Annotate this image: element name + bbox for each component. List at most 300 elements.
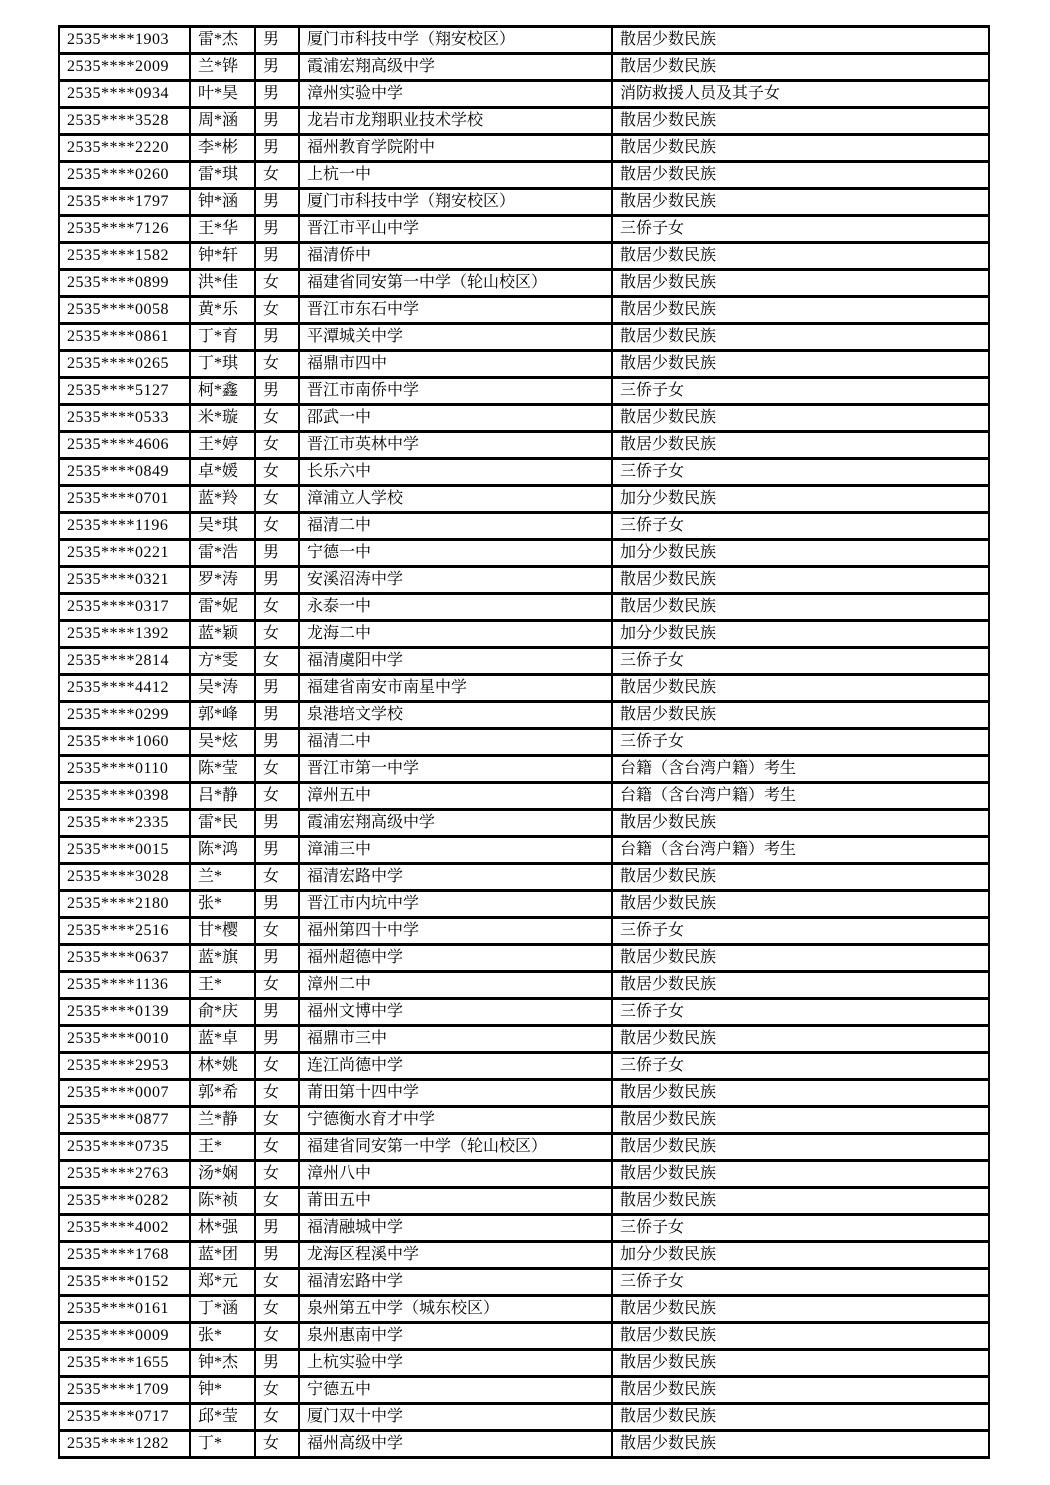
category-cell: 散居少数民族 (612, 891, 989, 918)
gender-cell: 男 (255, 189, 299, 216)
table-row (59, 486, 989, 513)
candidate-name-cell: 蓝*团 (190, 1242, 255, 1269)
candidate-name-cell: 叶*昊 (190, 81, 255, 108)
candidate-name-cell: 王* (190, 1134, 255, 1161)
category-cell: 散居少数民族 (612, 1296, 989, 1323)
school-cell: 漳浦三中 (299, 837, 612, 864)
gender-cell: 男 (255, 729, 299, 756)
school-cell: 安溪沼涛中学 (299, 567, 612, 594)
gender-cell: 男 (255, 891, 299, 918)
table-row (59, 540, 989, 567)
table-row (59, 162, 989, 189)
category-cell: 散居少数民族 (612, 945, 989, 972)
gender-cell: 男 (255, 702, 299, 729)
school-cell: 邵武一中 (299, 405, 612, 432)
exam-id-cell: 2535****0861 (59, 324, 190, 351)
school-cell: 上杭一中 (299, 162, 612, 189)
candidate-name-cell: 李*彬 (190, 135, 255, 162)
exam-id-cell: 2535****0058 (59, 297, 190, 324)
table-row (59, 1377, 989, 1404)
exam-id-cell: 2535****0317 (59, 594, 190, 621)
category-cell: 散居少数民族 (612, 189, 989, 216)
gender-cell: 女 (255, 1053, 299, 1080)
category-cell: 三侨子女 (612, 1269, 989, 1296)
category-cell: 台籍（含台湾户籍）考生 (612, 783, 989, 810)
category-cell: 散居少数民族 (612, 1026, 989, 1053)
category-cell: 消防救援人员及其子女 (612, 81, 989, 108)
category-cell: 散居少数民族 (612, 567, 989, 594)
category-cell: 散居少数民族 (612, 54, 989, 81)
exam-id-cell: 2535****1060 (59, 729, 190, 756)
exam-id-cell: 2535****0849 (59, 459, 190, 486)
school-cell: 晋江市东石中学 (299, 297, 612, 324)
candidate-name-cell: 兰* (190, 864, 255, 891)
candidate-name-cell: 钟*杰 (190, 1350, 255, 1377)
candidate-name-cell: 俞*庆 (190, 999, 255, 1026)
candidate-name-cell: 张* (190, 891, 255, 918)
exam-id-cell: 2535****0139 (59, 999, 190, 1026)
candidate-name-cell: 雷*浩 (190, 540, 255, 567)
exam-id-cell: 2535****0701 (59, 486, 190, 513)
category-cell: 散居少数民族 (612, 351, 989, 378)
candidate-name-cell: 邱*莹 (190, 1404, 255, 1431)
table-row (59, 891, 989, 918)
school-cell: 福清宏路中学 (299, 864, 612, 891)
candidate-name-cell: 钟*涵 (190, 189, 255, 216)
gender-cell: 女 (255, 594, 299, 621)
category-cell: 三侨子女 (612, 999, 989, 1026)
candidate-name-cell: 蓝*颖 (190, 621, 255, 648)
table-row (59, 81, 989, 108)
school-cell: 厦门市科技中学（翔安校区） (299, 27, 612, 54)
category-cell: 散居少数民族 (612, 972, 989, 999)
gender-cell: 女 (255, 432, 299, 459)
gender-cell: 女 (255, 513, 299, 540)
exam-id-cell: 2535****0717 (59, 1404, 190, 1431)
school-cell: 霞浦宏翔高级中学 (299, 810, 612, 837)
school-cell: 上杭实验中学 (299, 1350, 612, 1377)
table-row (59, 675, 989, 702)
candidate-name-cell: 林*强 (190, 1215, 255, 1242)
candidate-name-cell: 蓝*羚 (190, 486, 255, 513)
gender-cell: 男 (255, 1215, 299, 1242)
exam-id-cell: 2535****0265 (59, 351, 190, 378)
category-cell: 散居少数民族 (612, 27, 989, 54)
school-cell: 霞浦宏翔高级中学 (299, 54, 612, 81)
category-cell: 散居少数民族 (612, 405, 989, 432)
category-cell: 三侨子女 (612, 648, 989, 675)
category-cell: 散居少数民族 (612, 162, 989, 189)
exam-id-cell: 2535****2814 (59, 648, 190, 675)
category-cell: 加分少数民族 (612, 1242, 989, 1269)
gender-cell: 男 (255, 378, 299, 405)
gender-cell: 男 (255, 1026, 299, 1053)
gender-cell: 女 (255, 1188, 299, 1215)
candidate-name-cell: 甘*樱 (190, 918, 255, 945)
table-row (59, 756, 989, 783)
table-row (59, 1242, 989, 1269)
school-cell: 晋江市英林中学 (299, 432, 612, 459)
school-cell: 龙海区程溪中学 (299, 1242, 612, 1269)
category-cell: 加分少数民族 (612, 540, 989, 567)
table-row (59, 1431, 989, 1458)
category-cell: 散居少数民族 (612, 1161, 989, 1188)
exam-id-cell: 2535****1797 (59, 189, 190, 216)
gender-cell: 女 (255, 1107, 299, 1134)
category-cell: 散居少数民族 (612, 297, 989, 324)
category-cell: 散居少数民族 (612, 675, 989, 702)
gender-cell: 女 (255, 648, 299, 675)
table-row (59, 324, 989, 351)
category-cell: 加分少数民族 (612, 621, 989, 648)
gender-cell: 男 (255, 945, 299, 972)
school-cell: 福建省南安市南星中学 (299, 675, 612, 702)
school-cell: 长乐六中 (299, 459, 612, 486)
category-cell: 加分少数民族 (612, 486, 989, 513)
table-row (59, 864, 989, 891)
candidate-name-cell: 丁* (190, 1431, 255, 1458)
school-cell: 泉州第五中学（城东校区） (299, 1296, 612, 1323)
gender-cell: 男 (255, 108, 299, 135)
school-cell: 平潭城关中学 (299, 324, 612, 351)
category-cell: 三侨子女 (612, 729, 989, 756)
gender-cell: 女 (255, 864, 299, 891)
school-cell: 福鼎市三中 (299, 1026, 612, 1053)
gender-cell: 女 (255, 1134, 299, 1161)
candidate-name-cell: 张* (190, 1323, 255, 1350)
category-cell: 散居少数民族 (612, 1188, 989, 1215)
candidate-name-cell: 林*姚 (190, 1053, 255, 1080)
exam-id-cell: 2535****2763 (59, 1161, 190, 1188)
exam-id-cell: 2535****4002 (59, 1215, 190, 1242)
table-row (59, 432, 989, 459)
gender-cell: 男 (255, 567, 299, 594)
table-row (59, 1134, 989, 1161)
exam-id-cell: 2535****0321 (59, 567, 190, 594)
category-cell: 散居少数民族 (612, 432, 989, 459)
gender-cell: 女 (255, 1404, 299, 1431)
gender-cell: 男 (255, 243, 299, 270)
category-cell: 三侨子女 (612, 216, 989, 243)
candidate-name-cell: 吕*静 (190, 783, 255, 810)
exam-id-cell: 2535****1768 (59, 1242, 190, 1269)
exam-id-cell: 2535****0637 (59, 945, 190, 972)
school-cell: 泉港培文学校 (299, 702, 612, 729)
candidate-name-cell: 雷*妮 (190, 594, 255, 621)
table-row (59, 972, 989, 999)
table-row (59, 594, 989, 621)
category-cell: 散居少数民族 (612, 1431, 989, 1458)
candidate-name-cell: 陈*祯 (190, 1188, 255, 1215)
exam-id-cell: 2535****5127 (59, 378, 190, 405)
gender-cell: 女 (255, 972, 299, 999)
school-cell: 漳州实验中学 (299, 81, 612, 108)
exam-id-cell: 2535****0899 (59, 270, 190, 297)
gender-cell: 男 (255, 27, 299, 54)
school-cell: 晋江市第一中学 (299, 756, 612, 783)
gender-cell: 女 (255, 621, 299, 648)
gender-cell: 女 (255, 270, 299, 297)
category-cell: 台籍（含台湾户籍）考生 (612, 837, 989, 864)
table-row (59, 702, 989, 729)
exam-id-cell: 2535****1136 (59, 972, 190, 999)
exam-id-cell: 2535****4412 (59, 675, 190, 702)
gender-cell: 女 (255, 783, 299, 810)
school-cell: 漳州二中 (299, 972, 612, 999)
candidate-name-cell: 米*璇 (190, 405, 255, 432)
candidate-name-cell: 吴*涛 (190, 675, 255, 702)
candidate-name-cell: 郭*峰 (190, 702, 255, 729)
school-cell: 宁德五中 (299, 1377, 612, 1404)
school-cell: 福清虞阳中学 (299, 648, 612, 675)
exam-id-cell: 2535****7126 (59, 216, 190, 243)
candidate-name-cell: 雷*民 (190, 810, 255, 837)
table-row (59, 1296, 989, 1323)
table-row (59, 621, 989, 648)
category-cell: 散居少数民族 (612, 1323, 989, 1350)
gender-cell: 男 (255, 81, 299, 108)
gender-cell: 女 (255, 918, 299, 945)
table-row (59, 459, 989, 486)
school-cell: 晋江市平山中学 (299, 216, 612, 243)
gender-cell: 男 (255, 1242, 299, 1269)
candidate-name-cell: 卓*媛 (190, 459, 255, 486)
candidate-name-cell: 黄*乐 (190, 297, 255, 324)
table-row (59, 270, 989, 297)
school-cell: 福建省同安第一中学（轮山校区） (299, 1134, 612, 1161)
table-row (59, 54, 989, 81)
table-row (59, 1026, 989, 1053)
exam-id-cell: 2535****0007 (59, 1080, 190, 1107)
candidate-name-cell: 蓝*卓 (190, 1026, 255, 1053)
exam-id-cell: 2535****0221 (59, 540, 190, 567)
exam-id-cell: 2535****3028 (59, 864, 190, 891)
table-row (59, 999, 989, 1026)
school-cell: 漳浦立人学校 (299, 486, 612, 513)
category-cell: 三侨子女 (612, 513, 989, 540)
table-row (59, 1080, 989, 1107)
school-cell: 漳州八中 (299, 1161, 612, 1188)
table-row (59, 297, 989, 324)
category-cell: 散居少数民族 (612, 594, 989, 621)
table-row (59, 918, 989, 945)
table-row (59, 1107, 989, 1134)
school-cell: 福州超德中学 (299, 945, 612, 972)
school-cell: 福清二中 (299, 729, 612, 756)
table-row (59, 729, 989, 756)
candidate-name-cell: 洪*佳 (190, 270, 255, 297)
table-row (59, 216, 989, 243)
candidate-name-cell: 周*涵 (190, 108, 255, 135)
gender-cell: 女 (255, 1431, 299, 1458)
exam-id-cell: 2535****0398 (59, 783, 190, 810)
school-cell: 莆田第十四中学 (299, 1080, 612, 1107)
candidate-name-cell: 柯*鑫 (190, 378, 255, 405)
qualification-list-table (58, 25, 990, 1459)
candidate-name-cell: 钟* (190, 1377, 255, 1404)
exam-id-cell: 2535****0934 (59, 81, 190, 108)
school-cell: 福清宏路中学 (299, 1269, 612, 1296)
gender-cell: 女 (255, 1080, 299, 1107)
table-row (59, 1188, 989, 1215)
table-row (59, 567, 989, 594)
gender-cell: 男 (255, 216, 299, 243)
candidate-name-cell: 罗*涛 (190, 567, 255, 594)
school-cell: 漳州五中 (299, 783, 612, 810)
exam-id-cell: 2535****0152 (59, 1269, 190, 1296)
gender-cell: 女 (255, 1161, 299, 1188)
candidate-name-cell: 汤*娴 (190, 1161, 255, 1188)
table-row (59, 1404, 989, 1431)
school-cell: 福建省同安第一中学（轮山校区） (299, 270, 612, 297)
exam-id-cell: 2535****2516 (59, 918, 190, 945)
category-cell: 三侨子女 (612, 1053, 989, 1080)
school-cell: 宁德一中 (299, 540, 612, 567)
gender-cell: 女 (255, 1323, 299, 1350)
table-row (59, 135, 989, 162)
table-row (59, 405, 989, 432)
school-cell: 厦门市科技中学（翔安校区） (299, 189, 612, 216)
category-cell: 三侨子女 (612, 918, 989, 945)
exam-id-cell: 2535****0299 (59, 702, 190, 729)
candidate-name-cell: 钟*轩 (190, 243, 255, 270)
category-cell: 散居少数民族 (612, 1377, 989, 1404)
gender-cell: 男 (255, 675, 299, 702)
candidate-name-cell: 陈*莹 (190, 756, 255, 783)
gender-cell: 男 (255, 810, 299, 837)
exam-id-cell: 2535****0110 (59, 756, 190, 783)
school-cell: 福州高级中学 (299, 1431, 612, 1458)
exam-id-cell: 2535****0282 (59, 1188, 190, 1215)
category-cell: 散居少数民族 (612, 270, 989, 297)
gender-cell: 男 (255, 324, 299, 351)
exam-id-cell: 2535****1392 (59, 621, 190, 648)
school-cell: 福清二中 (299, 513, 612, 540)
table-row (59, 837, 989, 864)
category-cell: 散居少数民族 (612, 810, 989, 837)
gender-cell: 女 (255, 1269, 299, 1296)
gender-cell: 女 (255, 756, 299, 783)
exam-id-cell: 2535****1655 (59, 1350, 190, 1377)
table-row (59, 783, 989, 810)
school-cell: 晋江市内坑中学 (299, 891, 612, 918)
school-cell: 龙海二中 (299, 621, 612, 648)
exam-id-cell: 2535****0877 (59, 1107, 190, 1134)
exam-id-cell: 2535****0161 (59, 1296, 190, 1323)
school-cell: 福鼎市四中 (299, 351, 612, 378)
gender-cell: 女 (255, 459, 299, 486)
gender-cell: 男 (255, 540, 299, 567)
table-row (59, 27, 989, 54)
exam-id-cell: 2535****2180 (59, 891, 190, 918)
school-cell: 泉州惠南中学 (299, 1323, 612, 1350)
category-cell: 散居少数民族 (612, 1080, 989, 1107)
school-cell: 福州教育学院附中 (299, 135, 612, 162)
table-row (59, 513, 989, 540)
table-row (59, 1215, 989, 1242)
exam-id-cell: 2535****1282 (59, 1431, 190, 1458)
gender-cell: 女 (255, 486, 299, 513)
table-body (59, 27, 989, 1458)
candidate-name-cell: 陈*鸿 (190, 837, 255, 864)
exam-id-cell: 2535****0735 (59, 1134, 190, 1161)
candidate-name-cell: 雷*琪 (190, 162, 255, 189)
school-cell: 宁德衡水育才中学 (299, 1107, 612, 1134)
exam-id-cell: 2535****2220 (59, 135, 190, 162)
exam-id-cell: 2535****0010 (59, 1026, 190, 1053)
school-cell: 福清侨中 (299, 243, 612, 270)
table-row (59, 1323, 989, 1350)
candidate-name-cell: 王*婷 (190, 432, 255, 459)
school-cell: 永泰一中 (299, 594, 612, 621)
exam-id-cell: 2535****2953 (59, 1053, 190, 1080)
candidate-name-cell: 郭*希 (190, 1080, 255, 1107)
exam-id-cell: 2535****0009 (59, 1323, 190, 1350)
table-row (59, 108, 989, 135)
category-cell: 三侨子女 (612, 459, 989, 486)
exam-id-cell: 2535****1709 (59, 1377, 190, 1404)
candidate-name-cell: 雷*杰 (190, 27, 255, 54)
exam-id-cell: 2535****0533 (59, 405, 190, 432)
table-row (59, 1053, 989, 1080)
category-cell: 散居少数民族 (612, 135, 989, 162)
exam-id-cell: 2535****4606 (59, 432, 190, 459)
table-row (59, 1269, 989, 1296)
gender-cell: 女 (255, 162, 299, 189)
gender-cell: 女 (255, 405, 299, 432)
table-row (59, 243, 989, 270)
school-cell: 福州第四十中学 (299, 918, 612, 945)
table-row (59, 351, 989, 378)
category-cell: 散居少数民族 (612, 324, 989, 351)
school-cell: 龙岩市龙翔职业技术学校 (299, 108, 612, 135)
school-cell: 莆田五中 (299, 1188, 612, 1215)
school-cell: 福州文博中学 (299, 999, 612, 1026)
category-cell: 三侨子女 (612, 1215, 989, 1242)
gender-cell: 女 (255, 351, 299, 378)
gender-cell: 男 (255, 135, 299, 162)
exam-id-cell: 2535****2335 (59, 810, 190, 837)
gender-cell: 女 (255, 297, 299, 324)
exam-id-cell: 2535****1903 (59, 27, 190, 54)
candidate-name-cell: 吴*炫 (190, 729, 255, 756)
gender-cell: 女 (255, 1296, 299, 1323)
candidate-name-cell: 丁*育 (190, 324, 255, 351)
candidate-name-cell: 郑*元 (190, 1269, 255, 1296)
exam-id-cell: 2535****0260 (59, 162, 190, 189)
gender-cell: 女 (255, 1377, 299, 1404)
category-cell: 散居少数民族 (612, 1350, 989, 1377)
table-row (59, 648, 989, 675)
school-cell: 福清融城中学 (299, 1215, 612, 1242)
category-cell: 三侨子女 (612, 378, 989, 405)
table-row (59, 945, 989, 972)
table-row (59, 810, 989, 837)
candidate-name-cell: 兰*静 (190, 1107, 255, 1134)
table-row (59, 378, 989, 405)
gender-cell: 男 (255, 1350, 299, 1377)
candidate-name-cell: 方*雯 (190, 648, 255, 675)
category-cell: 散居少数民族 (612, 864, 989, 891)
table-row (59, 1161, 989, 1188)
school-cell: 连江尚德中学 (299, 1053, 612, 1080)
category-cell: 散居少数民族 (612, 108, 989, 135)
category-cell: 散居少数民族 (612, 1107, 989, 1134)
candidate-name-cell: 丁*琪 (190, 351, 255, 378)
candidate-name-cell: 兰*铧 (190, 54, 255, 81)
exam-id-cell: 2535****1196 (59, 513, 190, 540)
category-cell: 散居少数民族 (612, 702, 989, 729)
